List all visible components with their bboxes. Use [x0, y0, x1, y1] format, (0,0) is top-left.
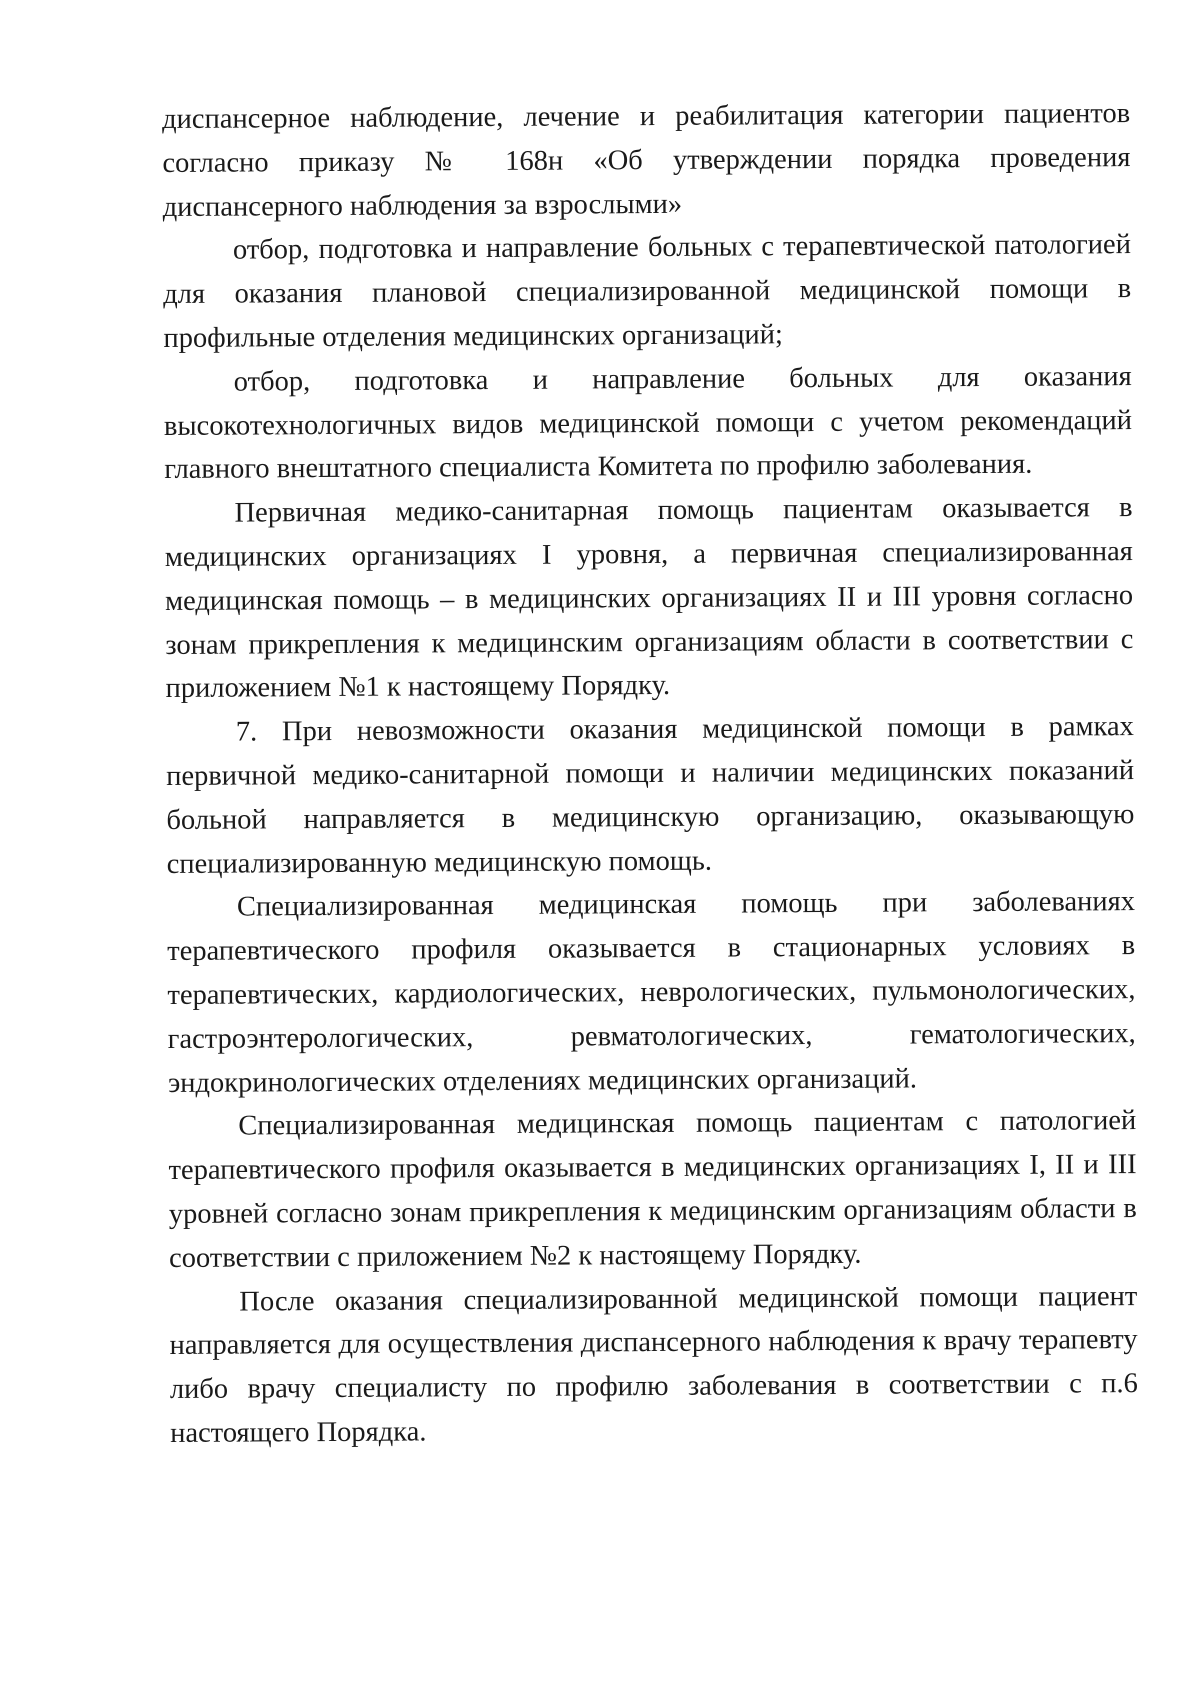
paragraph-item-7: 7. При невозможности оказания медицинской помощи в рамках первичной медико-санитарной помощи и наличии медицинских показаний больной направляется в медицинскую организацию, оказывающую специализированную медицинскую помощь.	[166, 711, 1135, 880]
paragraph-specialized-care-departments: Специализированная медицинская помощь при заболеваниях терапевтического профиля оказывается в стационарных условиях в терапевтических, кардиологических, неврологических, пульмонологических, гастроэнтерологических, ревматологических, гематологических, эндокринологических отделениях медицинских организаций.	[167, 886, 1136, 1099]
paragraph-specialized-care-levels: Специализированная медицинская помощь пациентам с патологией терапевтического профиля оказывается в медицинских организациях I, II и III уровней согласно зонам прикрепления к медицинским организациям области в соответствии с приложением №2 к настоящему Порядку.	[168, 1105, 1137, 1274]
paragraph-primary-care: Первичная медико-санитарная помощь пациентам оказывается в медицинских организациях I уровня, а первичная специализированная медицинская помощь – в медицинских организациях II и III уровня согласно зонам прикрепления к медицинским организациям области в соответствии с приложением №1 к настоящему Порядку.	[164, 492, 1134, 705]
paragraph-selection-high-tech-care: отбор, подготовка и направление больных для оказания высокотехнологичных видов медицинской помощи с учетом рекомендаций главного внештатного специалиста Комитета по профилю заболевания.	[163, 360, 1133, 486]
paragraph-after-specialized-care: После оказания специализированной медицинской помощи пациент направляется для осуществления диспансерного наблюдения к врачу терапевту либо врачу специалисту по профилю заболевания в соответствии с п.6 настоящего Порядка.	[169, 1280, 1138, 1449]
paragraph-selection-specialized-care: отбор, подготовка и направление больных с терапевтической патологией для оказания плановой специализированной медицинской помощи в профильные отделения медицинских организаций;	[163, 229, 1132, 354]
paragraph-dispensary-observation: диспансерное наблюдение, лечение и реабилитация категории пациентов согласно приказу № 168н «Об утверждении порядка проведения диспансерного наблюдения за взрослыми»	[162, 98, 1131, 223]
document-body	[162, 92, 1138, 1456]
